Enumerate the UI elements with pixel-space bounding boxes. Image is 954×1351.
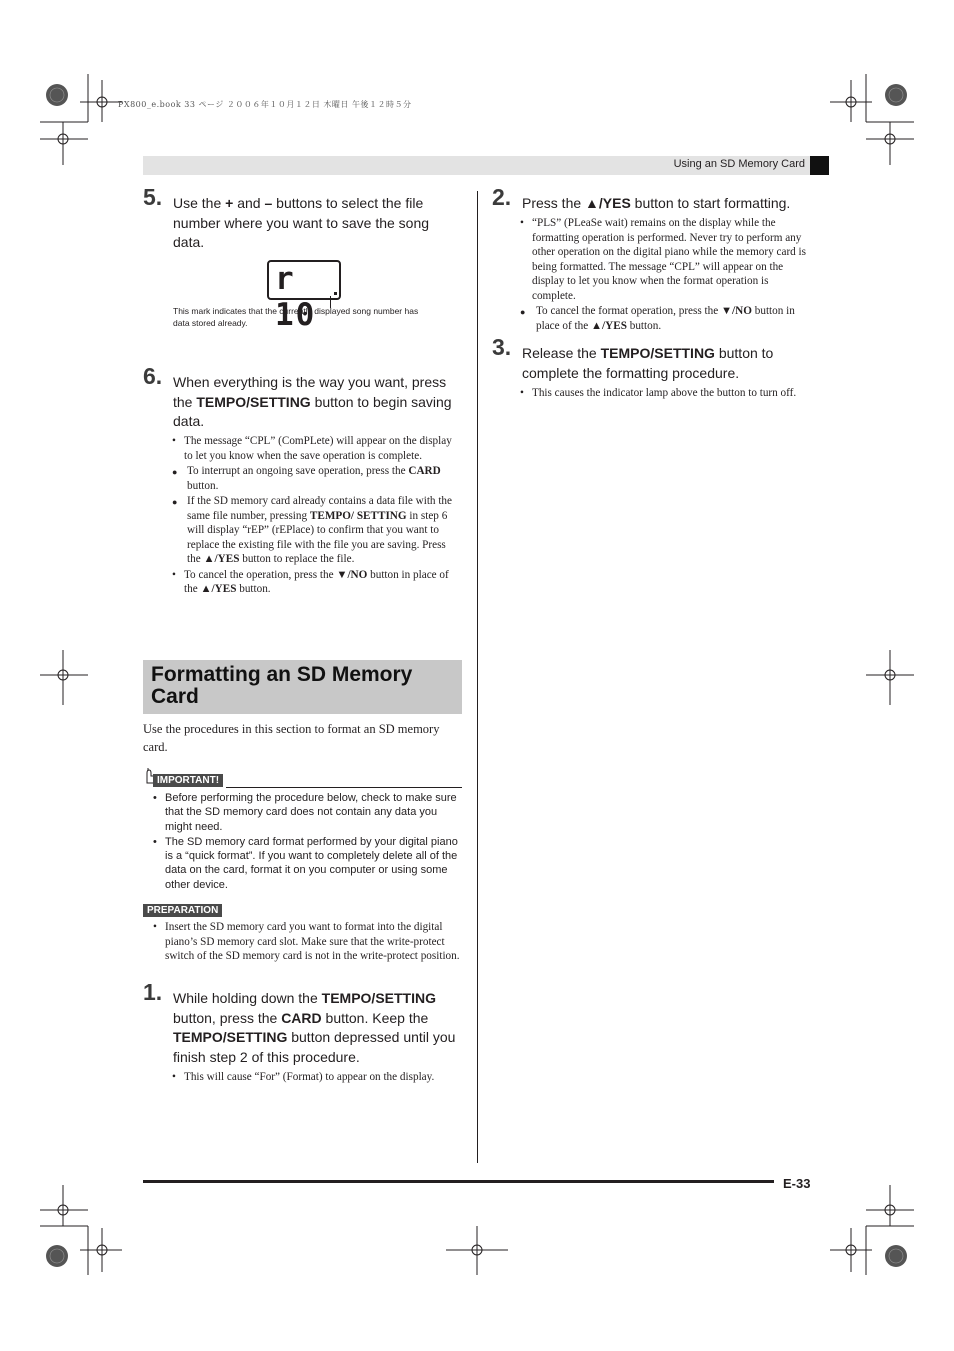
print-meta-line: PX800_e.book 33 ページ ２００６年１０月１２日 木曜日 午後１２時５分 [118, 100, 412, 109]
important-rule [226, 787, 462, 788]
step-number: 3. [492, 334, 512, 360]
step-1 [143, 979, 463, 1067]
preparation-notes [153, 920, 461, 965]
footer-rule [143, 1180, 774, 1183]
step-text: While holding down the TEMPO/SETTING button, press the CARD button. Keep the TEMPO/SETTING button depressed until you finish step 2 of this procedure. [173, 990, 456, 1065]
step-text: When everything is the way you want, press the TEMPO/SETTING button to begin saving data. [173, 374, 452, 429]
lcd-readout: r 10 [275, 261, 317, 333]
list-item: ● To interrupt an ongoing save operation, press the CARD button. [172, 465, 441, 492]
header-tab-marker [810, 156, 829, 175]
step-2-notes [520, 216, 812, 334]
step-5 [143, 184, 463, 253]
step-3 [492, 334, 812, 383]
important-notes [153, 791, 461, 893]
step-text: Press the ▲/YES button to start formatting. [522, 195, 791, 211]
step-number: 5. [143, 184, 163, 210]
display-caption: This mark indicates that the currently displayed song number has data stored already. [173, 306, 419, 328]
step-2 [492, 184, 812, 214]
list-item: • The SD memory card format performed by your digital piano is a “quick format”. If you want to completely delete all of the data on the card, format it on you computer or using some other device. [153, 835, 458, 891]
running-header [143, 156, 829, 175]
step-text: Use the + and – buttons to select the file number where you want to save the song data. [173, 195, 430, 250]
list-item: • The message “CPL” (ComPLete) will appear on the display to let you know when the save operation is complete. [172, 435, 452, 462]
list-item: • “PLS” (PLeaSe wait) remains on the display while the formatting operation is performed. Never try to perform any other operation on the digital piano while the memory card is being formatted. The message “CPL” will appear on the display to let you know when the format operation is complete. [520, 217, 807, 302]
list-item: • This will cause “For” (Format) to appear on the display. [172, 1071, 435, 1083]
list-item: ● To cancel the format operation, press the ▼/NO button in place of the ▲/YES button. [520, 305, 795, 332]
list-item: • Insert the SD memory card you want to format into the digital piano’s SD memory card slot. Make sure that the write-protect switch of the SD memory card is not in the write-protect position. [153, 921, 460, 962]
list-item: • Before performing the procedure below, check to make sure that the SD memory card does not contain any data you might need. [153, 792, 457, 833]
section-title: Formatting an SD Memory Card [151, 663, 413, 708]
step-number: 2. [492, 184, 512, 210]
step-1-notes [172, 1070, 460, 1086]
list-item: • To cancel the operation, press the ▼/NO button in place of the ▲/YES button. [172, 568, 449, 595]
column-divider [477, 191, 478, 1163]
important-badge: IMPORTANT! [153, 774, 223, 787]
header-title: Using an SD Memory Card [673, 158, 805, 170]
list-item: • This causes the indicator lamp above the button to turn off. [520, 387, 797, 399]
page-number: E-33 [783, 1176, 811, 1191]
step-3-notes [520, 386, 812, 402]
list-item: ● If the SD memory card already contains a data file with the same file number, pressing TEMPO/ SETTING in step 6 will display “rEP” (rEPlace) to confirm that you want to replace the existing file with the file you are saving. Press the ▲/YES button to replace the file. [172, 495, 452, 565]
preparation-badge: PREPARATION [143, 904, 222, 917]
step-text: Release the TEMPO/SETTING button to complete the formatting procedure. [522, 345, 774, 381]
step-6-notes [172, 434, 460, 598]
step-6 [143, 363, 463, 432]
step-number: 6. [143, 363, 163, 389]
step-number: 1. [143, 979, 163, 1005]
lcd-display-illustration [267, 260, 341, 333]
section-intro: Use the procedures in this section to format an SD memory card. [143, 722, 440, 754]
data-stored-indicator [334, 292, 337, 295]
